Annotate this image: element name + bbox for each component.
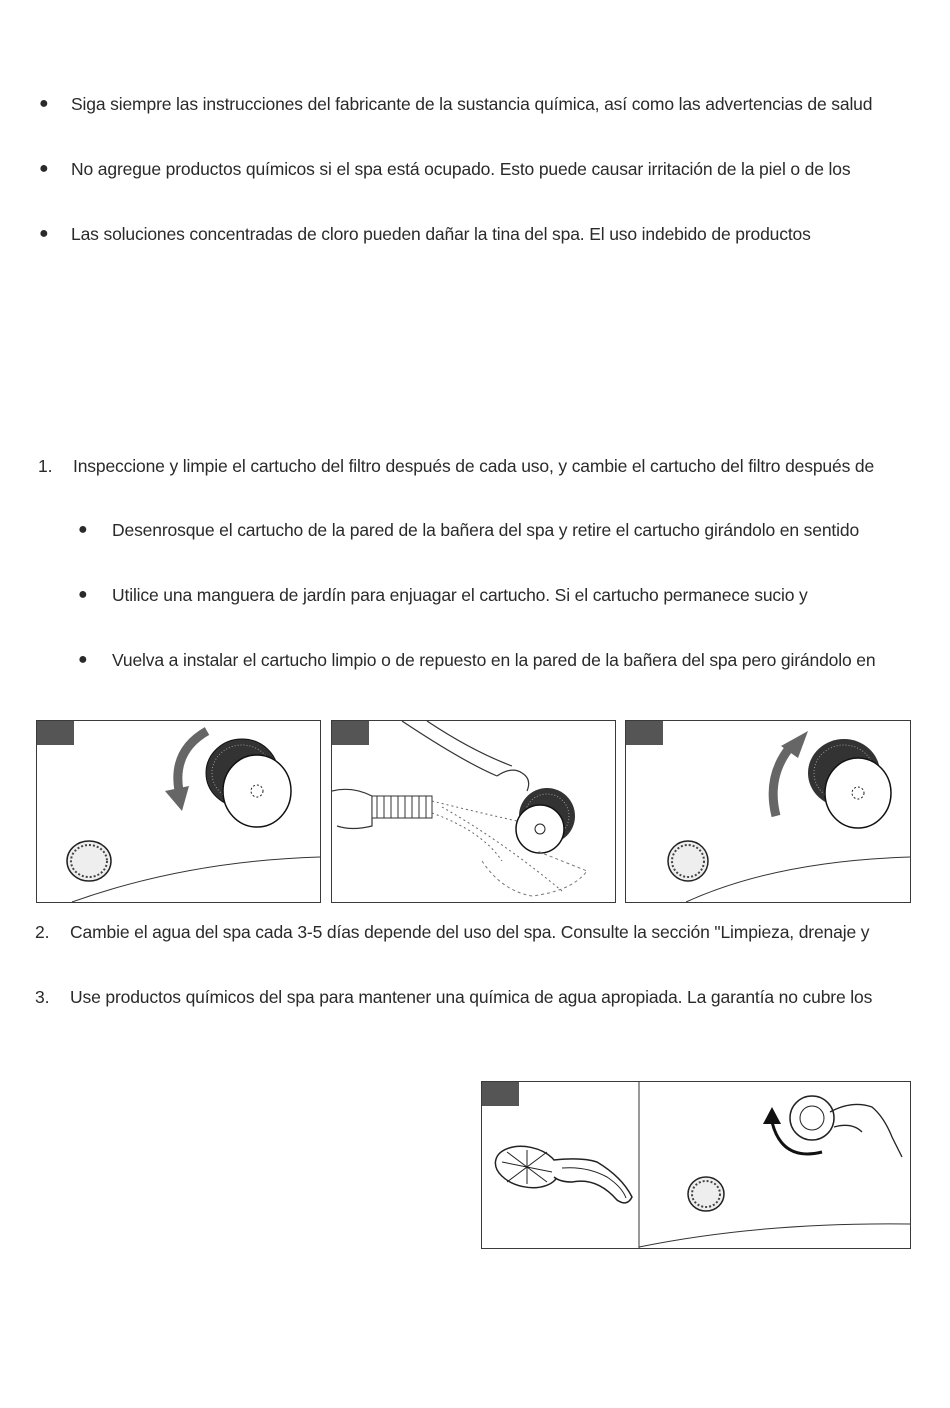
figure-install-cartridge — [625, 720, 911, 903]
bullet-text: Siga siempre las instrucciones del fabricante de la sustancia química, así como las advertencias de salud — [71, 94, 873, 114]
bullet-text: No agregue productos químicos si el spa está ocupado. Esto puede causar irritación de la piel o de los — [71, 159, 851, 179]
bullet-marker: ● — [78, 586, 88, 603]
figure-rinse-cartridge — [331, 720, 616, 903]
remove-filter-illustration — [37, 721, 320, 902]
filter-wrench-illustration — [482, 1082, 910, 1248]
step-number: 1. — [38, 456, 53, 476]
step-number: 2. — [35, 922, 50, 942]
bullet-text: Las soluciones concentradas de cloro pueden dañar la tina del spa. El uso indebido de productos — [71, 224, 811, 244]
bullet-marker: ● — [78, 651, 88, 668]
bullet-text: Vuelva a instalar el cartucho limpio o de repuesto en la pared de la bañera del spa pero girándolo en — [112, 650, 876, 670]
step-text: Use productos químicos del spa para mantener una química de agua apropiada. La garantía no cubre los — [70, 987, 873, 1007]
figure-remove-cartridge — [36, 720, 321, 903]
rinse-filter-illustration — [332, 721, 615, 902]
step-text: Inspeccione y limpie el cartucho del filtro después de cada uso, y cambie el cartucho del filtro después de — [73, 456, 875, 476]
step-number: 3. — [35, 987, 50, 1007]
bullet-text: Desenrosque el cartucho de la pared de la bañera del spa y retire el cartucho girándolo en sentido — [112, 520, 860, 540]
install-filter-illustration — [626, 721, 910, 902]
bullet-text: Utilice una manguera de jardín para enjuagar el cartucho. Si el cartucho permanece sucio y — [112, 585, 808, 605]
step-text: Cambie el agua del spa cada 3-5 días depende del uso del spa. Consulte la sección "Limpieza, drenaje y — [70, 922, 870, 942]
bullet-marker: ● — [39, 95, 49, 112]
bullet-marker: ● — [39, 225, 49, 242]
bullet-marker: ● — [78, 521, 88, 538]
bullet-marker: ● — [39, 160, 49, 177]
figure-filter-wrench — [481, 1081, 911, 1249]
